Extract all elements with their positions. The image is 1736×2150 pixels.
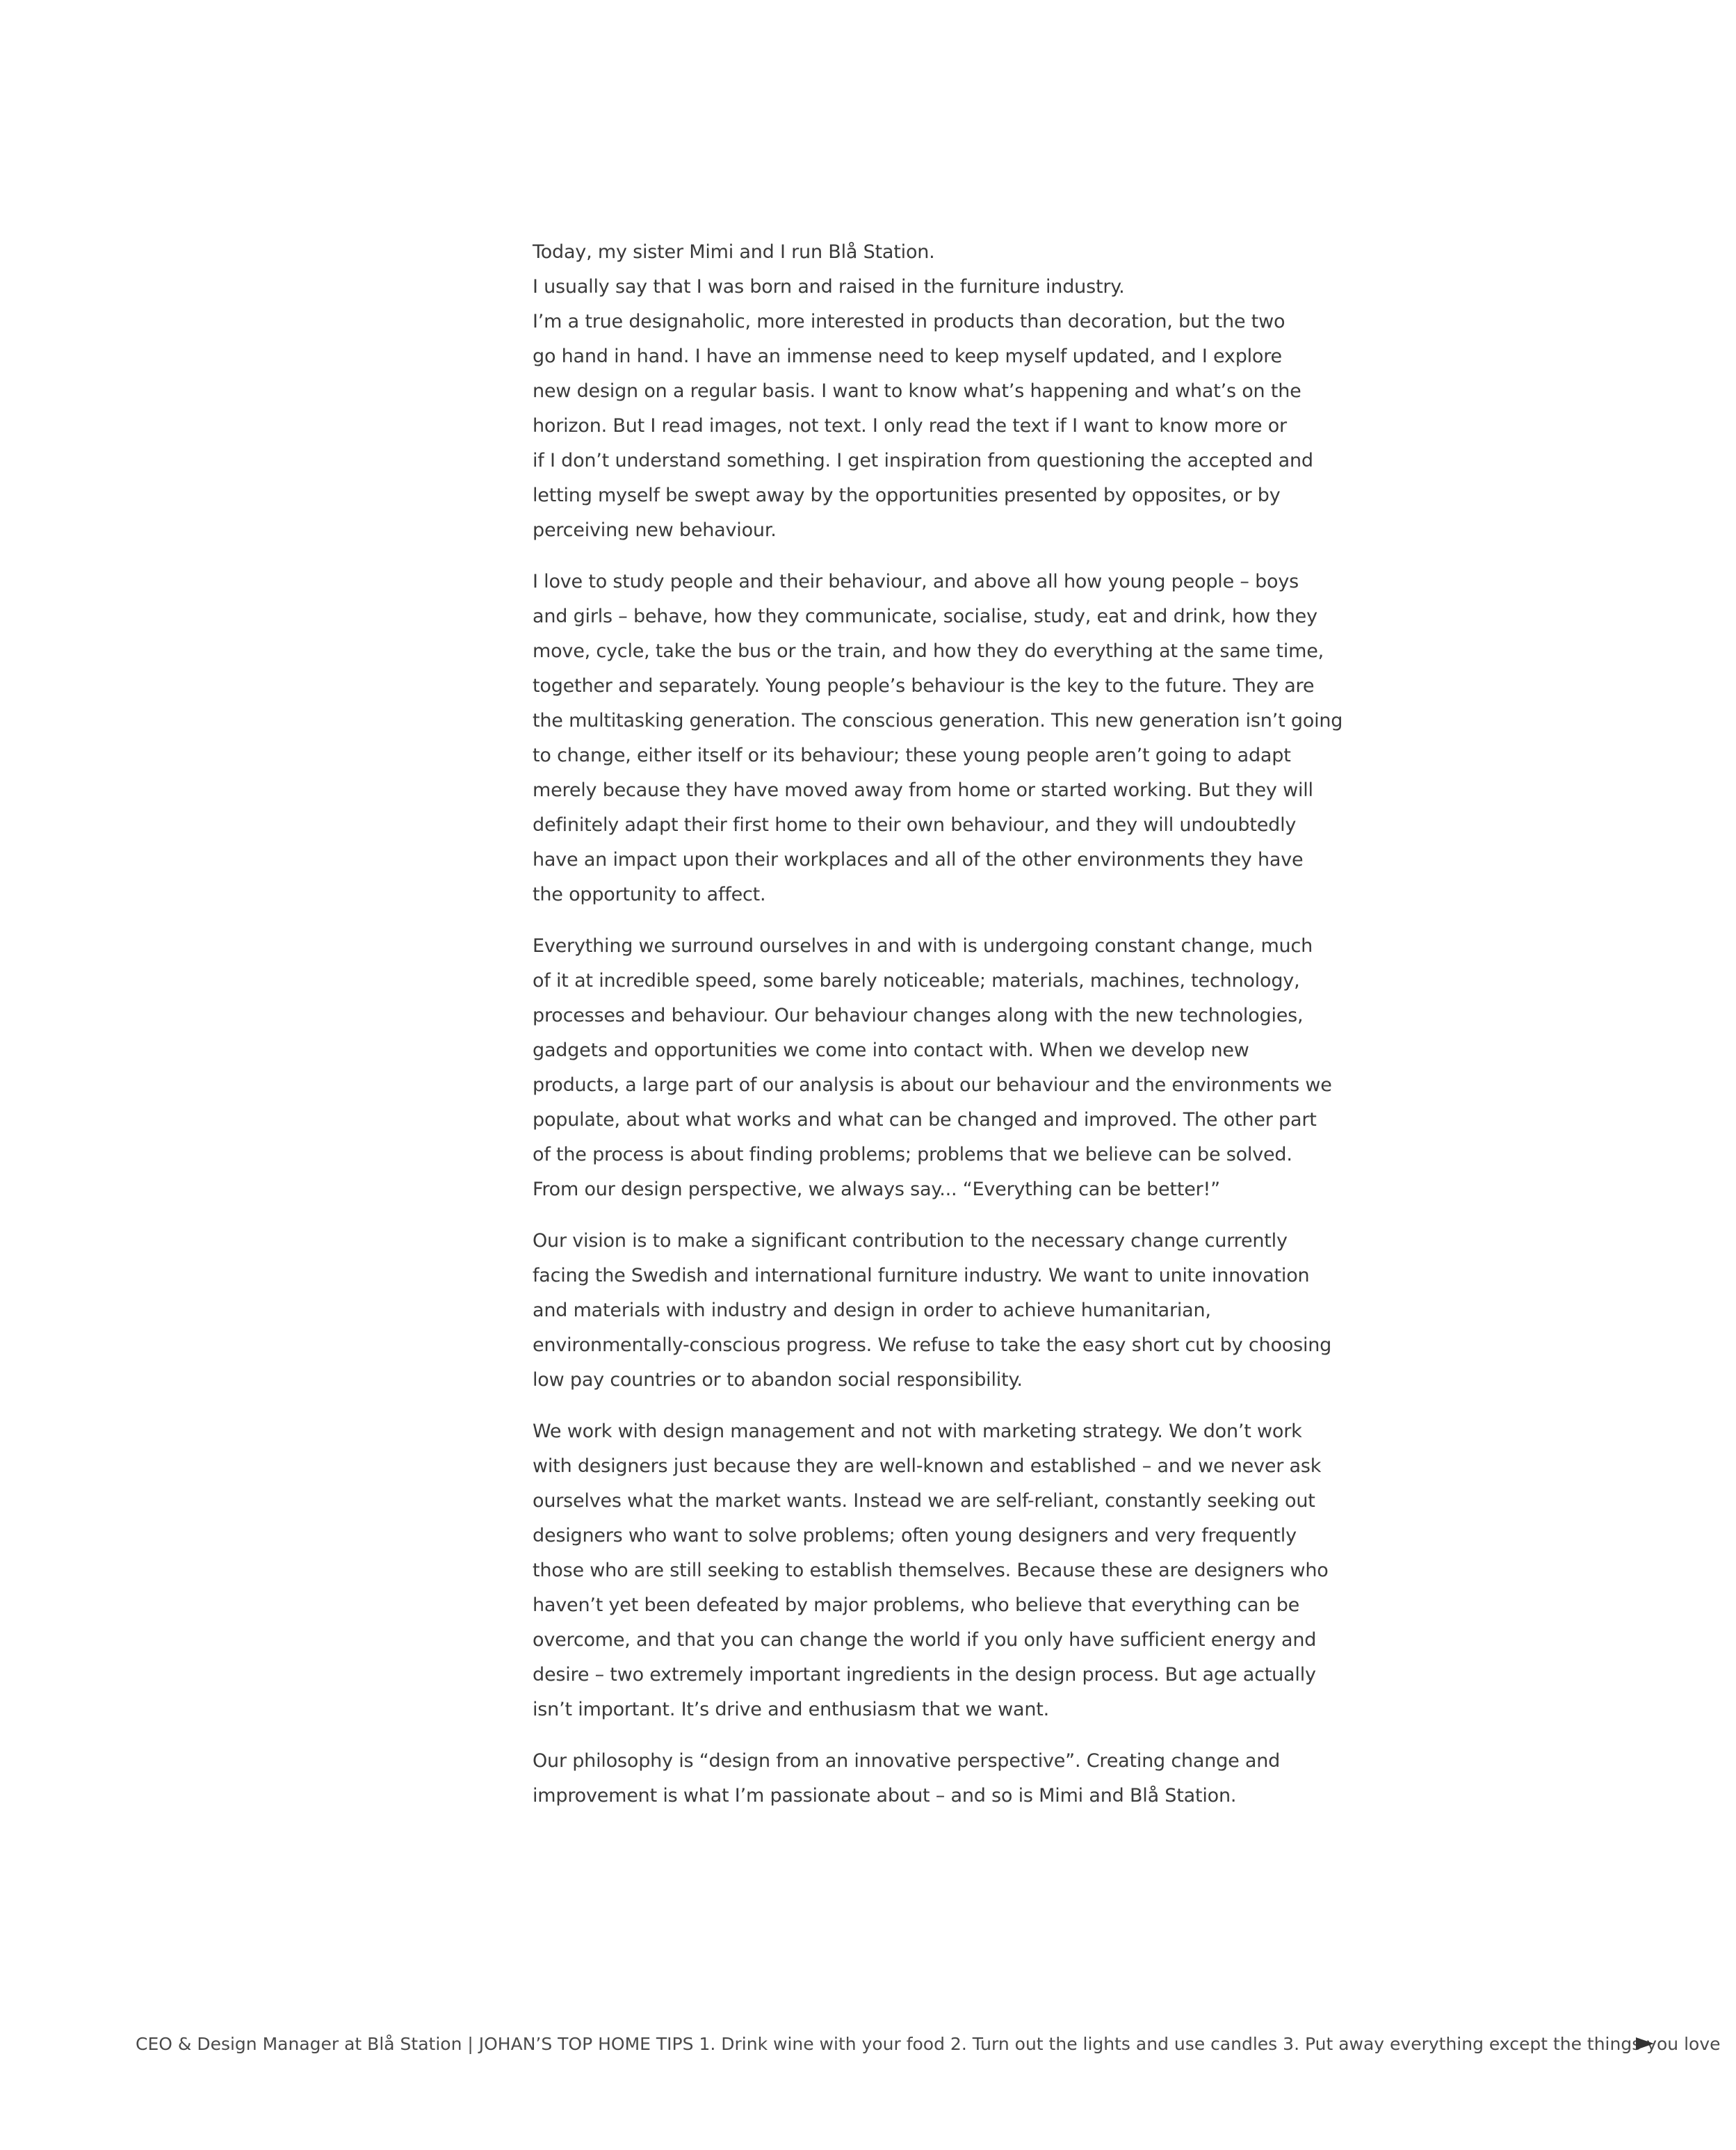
text-line: of it at incredible speed, some barely noticeable; materials, machines, technology, [533,970,1300,992]
text-line: products, a large part of our analysis is about our behaviour and the environments we [533,1074,1332,1096]
text-line: We work with design management and not with marketing strategy. We don’t work [533,1421,1302,1442]
article-body [533,235,1343,1830]
text-line: and materials with industry and design in order to achieve humanitarian, [533,1300,1211,1321]
text-line: perceiving new behaviour. [533,519,777,541]
text-line: populate, about what works and what can be changed and improved. The other part [533,1109,1317,1131]
text-line: and girls – behave, how they communicate, socialise, study, eat and drink, how they [533,606,1317,627]
text-line: processes and behaviour. Our behaviour changes along with the new technologies, [533,1005,1304,1026]
text-line: haven’t yet been defeated by major problems, who believe that everything can be [533,1594,1300,1616]
text-line: those who are still seeking to establish themselves. Because these are designers who [533,1560,1329,1581]
paragraph-2 [533,565,1343,912]
text-line: I’m a true designaholic, more interested in products than decoration, but the two [533,311,1285,332]
text-line: overcome, and that you can change the world if you only have sufficient energy and [533,1629,1317,1651]
text-line: have an impact upon their workplaces and all of the other environments they have [533,849,1304,871]
text-line: ourselves what the market wants. Instead we are self-reliant, constantly seeking out [533,1490,1315,1512]
text-line: horizon. But I read images, not text. I only read the text if I want to know more or [533,415,1287,437]
text-line: the opportunity to affect. [533,884,766,905]
text-line: I usually say that I was born and raised in the furniture industry. [533,276,1125,298]
text-line: low pay countries or to abandon social responsibility. [533,1369,1023,1391]
text-line: merely because they have moved away from home or started working. But they will [533,779,1313,801]
text-line: the multitasking generation. The conscious generation. This new generation isn’t going [533,710,1343,732]
text-line: I love to study people and their behaviour, and above all how young people – boys [533,571,1299,592]
text-line: with designers just because they are well-known and established – and we never ask [533,1455,1322,1477]
text-line: go hand in hand. I have an immense need to keep myself updated, and I explore [533,346,1282,367]
text-line: gadgets and opportunities we come into contact with. When we develop new [533,1040,1249,1061]
text-line: facing the Swedish and international furniture industry. We want to unite innovation [533,1265,1310,1286]
paragraph-5 [533,1414,1329,1727]
text-line: definitely adapt their first home to their own behaviour, and they will undoubtedly [533,814,1297,836]
text-line: new design on a regular basis. I want to know what’s happening and what’s on the [533,380,1301,402]
triangle-right-icon[interactable] [1636,2037,1654,2050]
paragraph-4 [533,1224,1332,1398]
paragraph-6 [533,1744,1283,1813]
text-line: Our vision is to make a significant contribution to the necessary change currently [533,1230,1288,1252]
paragraph-1 [533,235,1313,548]
text-line: letting myself be swept away by the opportunities presented by opposites, or by [533,485,1281,506]
text-line: if I don’t understand something. I get inspiration from questioning the accepted and [533,450,1313,471]
text-line: desire – two extremely important ingredients in the design process. But age actually [533,1664,1316,1686]
text-line: designers who want to solve problems; often young designers and very frequently [533,1525,1297,1546]
text-line: improvement is what I’m passionate about – and so is Mimi and Blå Station. [533,1785,1237,1807]
text-line: From our design perspective, we always say... “Everything can be better!” [533,1179,1220,1200]
paragraph-3 [533,929,1332,1207]
footer-caption: CEO & Design Manager at Blå Station | JOHAN’S TOP HOME TIPS 1. Drink wine with your food 2. Turn out the lights and use candles 3. Put away everything except the things you love [136,2034,1721,2054]
text-line: Our philosophy is “design from an innovative perspective”. Creating change and [533,1750,1281,1772]
text-line: Everything we surround ourselves in and with is undergoing constant change, much [533,935,1313,957]
text-line: to change, either itself or its behaviour; these young people aren’t going to adapt [533,745,1291,766]
page-footer [136,2026,1721,2061]
text-line: Today, my sister Mimi and I run Blå Station. [533,241,935,263]
text-line: of the process is about finding problems; problems that we believe can be solved. [533,1144,1292,1165]
text-line: move, cycle, take the bus or the train, and how they do everything at the same time, [533,640,1324,662]
text-line: environmentally-conscious progress. We refuse to take the easy short cut by choosing [533,1334,1332,1356]
text-line: isn’t important. It’s drive and enthusiasm that we want. [533,1699,1050,1720]
text-line: together and separately. Young people’s behaviour is the key to the future. They are [533,675,1315,697]
